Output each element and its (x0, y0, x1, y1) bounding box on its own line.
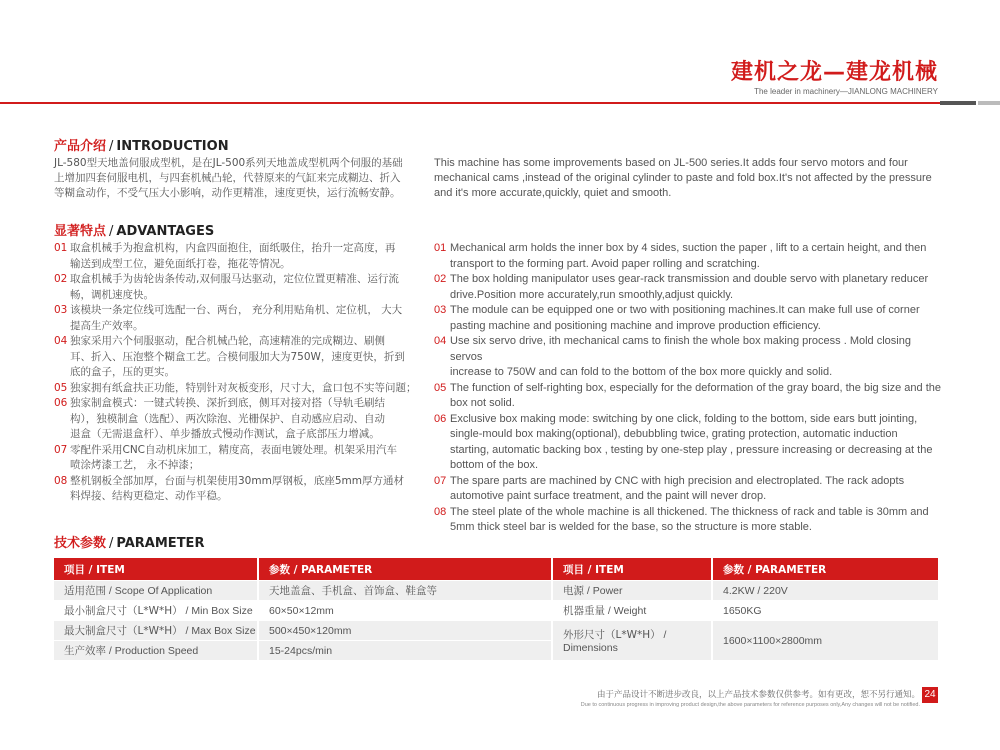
advantage-item (54, 272, 418, 303)
advantage-item (434, 272, 944, 303)
footnote-zh: 由于产品设计不断进步改良，以上产品技术参数仅供参考。如有更改，恕不另行通知。 (596, 690, 920, 700)
page-number: 24 (922, 687, 938, 703)
intro-zh-line: JL-580型天地盖伺服成型机，是在JL-500系列天地盖成型机两个伺服的基础 (54, 157, 403, 169)
param-item: 适用范围 / Scope Of Application (54, 581, 258, 601)
intro-en-line: and it's more accurate,quickly, quiet and smooth. (434, 187, 672, 199)
advantage-item (434, 412, 944, 474)
advantage-line: The module can be equipped one or two with positioning machines.It can make full use of corner (450, 304, 920, 316)
advantage-line: 畅，调机速度快。 (70, 288, 154, 301)
advantage-number: 06 (54, 397, 68, 409)
advantage-item (54, 396, 418, 443)
advantage-line: 构），独模制盒（选配）、两次除泡、光栅保护、自动感应启动、自动 (70, 412, 385, 425)
header-rule (0, 102, 940, 104)
advantage-number: 08 (54, 474, 68, 487)
brand-subtitle: The leader in machinery—JIANLONG MACHINERY (754, 87, 938, 96)
advantage-line: 退盒（无需退盒杆）、单步播放式慢动作测试，盒子底部压力增减。 (70, 428, 380, 440)
advantages-heading (54, 220, 214, 239)
advantages-heading-zh: 显著特点 (54, 224, 107, 239)
parameter-heading-sep: / (109, 536, 114, 551)
advantage-number: 04 (54, 335, 68, 347)
advantage-line: The box holding manipulator uses gear-rack transmission and double servo with planetary reducer (450, 273, 929, 285)
advantage-line: automotive paint surface treatment, and the paint will never drop. (450, 490, 767, 502)
advantage-number: 02 (54, 273, 68, 285)
advantage-item (434, 303, 944, 334)
col-item-right: 项目 / ITEM (552, 558, 712, 581)
param-value: 60×50×12mm (258, 601, 552, 621)
advantage-line: 提高生产效率。 (70, 319, 144, 332)
advantage-line: 独家拥有纸盒扶正功能，特别针对灰板变形，尺寸大，盒口包不实等问题； (70, 381, 417, 394)
advantage-line: 独家制盒模式：一键式转换、深折到底，侧耳对接对搭（导轨毛刷结 (70, 397, 385, 409)
advantage-line: 该模块一条定位线可选配一台、两台， 充分利用贴角机、定位机， 大大 (70, 304, 403, 316)
advantage-line: 5mm thick steel bar is welded for the base, so the structure is more stable. (450, 521, 812, 533)
advantage-item (54, 474, 418, 505)
header-accent-light (978, 101, 1000, 105)
advantage-line: 喷涂烤漆工艺， 永不掉漆； (70, 459, 200, 471)
advantage-line: single-mould box making(optional), debubbling twice, grating protection, automatic induction (450, 428, 898, 440)
advantage-item (54, 241, 418, 272)
advantage-item (54, 381, 418, 397)
advantages-list-zh (54, 241, 418, 505)
advantage-item (434, 474, 944, 505)
parameter-heading-en: PARAMETER (116, 536, 205, 551)
advantage-number: 01 (54, 242, 68, 254)
intro-text-en (434, 156, 944, 201)
advantage-item (434, 505, 944, 536)
advantage-number: 08 (434, 505, 447, 518)
advantage-number: 07 (434, 474, 447, 487)
footnote (581, 688, 920, 708)
brand-title: 建机之龙—建龙机械 (730, 60, 938, 85)
header-accent-dark (940, 101, 976, 105)
col-param-left: 参数 / PARAMETER (258, 558, 552, 581)
param-item: 外形尺寸（L*W*H） / Dimensions (552, 621, 712, 661)
advantage-line: Mechanical arm holds the inner box by 4 sides, suction the paper , lift to a certain height, and then (450, 242, 927, 254)
advantage-line: 耳、折入、压泡整个糊盒工艺。合模伺服加大为750W，速度更快，折到 (70, 350, 405, 363)
advantage-number: 06 (434, 412, 447, 425)
param-item: 机器重量 / Weight (552, 601, 712, 621)
advantage-item (434, 381, 944, 412)
advantages-heading-en: ADVANTAGES (116, 224, 215, 239)
intro-en-line: mechanical cams ,instead of the original cylinder to paste and fold box.It's not affected by the pressure (434, 172, 932, 184)
param-value: 4.2KW / 220V (712, 581, 938, 601)
table-header-row (54, 558, 938, 581)
advantage-line: The function of self-righting box, especially for the deformation of the gray board, the big size and the (450, 381, 942, 394)
intro-zh-line: 等糊盒动作，不受气压大小影响，动作更精准，速度更快，运行流畅安静。 (54, 187, 401, 199)
parameter-table (54, 558, 938, 660)
advantage-number: 03 (54, 304, 68, 316)
advantage-line: increase to 750W and can fold to the bottom of the box more quickly and solid. (450, 366, 833, 378)
advantage-item (434, 334, 944, 381)
table-row (54, 581, 938, 601)
advantage-number: 05 (434, 381, 447, 394)
col-param-right: 参数 / PARAMETER (712, 558, 938, 581)
table-row (54, 621, 938, 641)
advantage-number: 04 (434, 335, 447, 347)
advantage-line: 独家采用六个伺服驱动，配合机械凸轮，高速精准的完成糊边、刷侧 (70, 335, 385, 347)
param-value: 1600×1100×2800mm (712, 621, 938, 661)
col-item-left: 项目 / ITEM (54, 558, 258, 581)
advantage-item (434, 241, 944, 272)
advantage-line: Use six servo drive, ith mechanical cams to finish the whole box making process . Mold closing servos (450, 335, 911, 363)
advantage-number: 01 (434, 242, 447, 254)
advantages-heading-sep: / (109, 224, 114, 239)
intro-heading (54, 135, 229, 154)
param-value: 1650KG (712, 601, 938, 621)
advantage-item (54, 303, 418, 334)
advantage-line: Exclusive box making mode: switching by one click, folding to the bottom, side ears butt jointing, (450, 412, 918, 425)
advantage-number: 03 (434, 304, 447, 316)
advantage-line: 输送到成型工位，避免面纸打卷，拖花等情况。 (70, 257, 291, 270)
param-value: 天地盖盒、手机盒、首饰盒、鞋盒等 (258, 581, 552, 601)
advantage-line: transport to the forming part. Avoid paper rolling and scratching. (450, 257, 760, 270)
advantage-line: pasting machine and positioning machine and improve production efficiency. (450, 319, 821, 332)
intro-en-line: This machine has some improvements based on JL-500 series.It adds four servo motors and four (434, 157, 908, 169)
param-item: 电源 / Power (552, 581, 712, 601)
param-item: 生产效率 / Production Speed (54, 641, 258, 661)
intro-heading-sep: / (109, 139, 114, 154)
advantage-line: 整机钢板全部加厚，台面与机架使用30mm厚钢板，底座5mm厚方通材 (70, 474, 404, 487)
param-value: 15-24pcs/min (258, 641, 552, 661)
advantage-number: 02 (434, 273, 447, 285)
parameter-heading-zh: 技术参数 (54, 536, 107, 551)
advantage-line: starting, automatic backing box , testing by one-step play , pressure increasing or decreasing at the (450, 443, 933, 456)
table-row (54, 601, 938, 621)
advantage-number: 07 (54, 443, 68, 456)
advantage-number: 05 (54, 381, 68, 394)
intro-heading-en: INTRODUCTION (116, 139, 229, 154)
intro-text-zh (54, 156, 424, 201)
parameter-heading (54, 532, 204, 551)
brand-block (731, 60, 938, 96)
param-item: 最小制盒尺寸（L*W*H） / Min Box Size (54, 601, 258, 621)
advantage-line: 底的盒子，压的更实。 (70, 366, 175, 378)
advantage-line: 料焊接、结构更稳定、动作平稳。 (70, 490, 228, 502)
advantage-item (54, 443, 418, 474)
param-item: 最大制盒尺寸（L*W*H） / Max Box Size (54, 621, 258, 641)
advantage-line: 零配件采用CNC自动机床加工，精度高，表面电镀处理。机架采用汽车 (70, 443, 398, 456)
advantage-line: The steel plate of the whole machine is all thickened. The thickness of rack and table is 30mm and (450, 505, 929, 518)
advantage-item (54, 334, 418, 381)
intro-heading-zh: 产品介绍 (54, 139, 107, 154)
advantage-line: The spare parts are machined by CNC with high precision and electroplated. The rack adopts (450, 474, 905, 487)
advantage-line: drive.Position more accurately,run smoothly,adjust quickly. (450, 288, 734, 301)
advantages-list-en (434, 241, 944, 536)
advantage-line: box not solid. (450, 397, 515, 409)
footnote-en: Due to continuous progress in improving product design,the above parameters for reference purposes only,Any changes will not be notified. (580, 702, 920, 708)
advantage-line: 取盒机械手为抱盒机构，内盒四面抱住，面纸吸住，抬升一定高度，再 (70, 242, 396, 254)
advantage-line: 取盒机械手为齿轮齿条传动,双伺服马达驱动，定位位置更精准、运行流 (70, 273, 399, 285)
advantage-line: bottom of the box. (450, 459, 539, 471)
param-value: 500×450×120mm (258, 621, 552, 641)
intro-zh-line: 上增加四套伺服电机，与四套机械凸轮，代替原来的气缸来完成糊边、折入 (54, 172, 401, 184)
